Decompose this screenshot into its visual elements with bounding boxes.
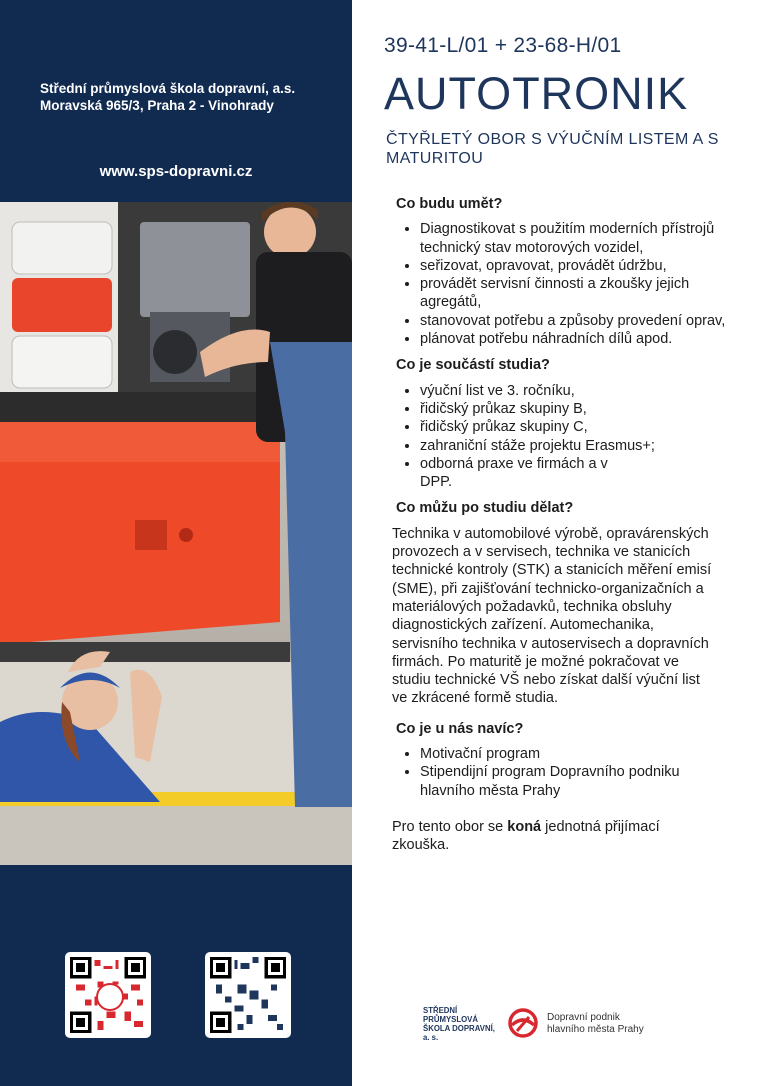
list-item: • plánovat potřebu náhradních dílů apod. xyxy=(420,330,744,348)
school-address: Moravská 965/3, Praha 2 - Vinohrady xyxy=(40,98,274,113)
extras-list xyxy=(392,745,744,800)
school-name: Střední průmyslová škola dopravní, a.s. xyxy=(40,81,296,96)
list-item: • Motivační program xyxy=(420,745,744,763)
workshop-photo xyxy=(0,202,352,865)
dpp-logo-text: Dopravní podnik hlavního města Prahy xyxy=(547,1012,644,1035)
list-item: • Stipendijní program Dopravního podniku hlavního města Prahy xyxy=(420,763,744,800)
list-item: • provádět servisní činnosti a zkoušky jejich agregátů, xyxy=(420,275,744,312)
list-item: • zahraniční stáže projektu Erasmus+; xyxy=(420,437,744,455)
section-heading: Co je součástí studia? xyxy=(396,357,550,374)
program-content xyxy=(392,195,744,855)
section-extras xyxy=(392,720,744,800)
list-item: • řidičský průkaz skupiny B, xyxy=(420,400,744,418)
program-subtitle: ČTYŘLETÝ OBOR S VÝUČNÍM LISTEM A S MATURITOU xyxy=(386,131,719,167)
program-code: 39-41-L/01 + 23-68-H/01 xyxy=(384,34,622,57)
school-logo: STŘEDNÍ PRŮMYSLOVÁ ŠKOLA DOPRAVNÍ, a. s. xyxy=(423,1006,495,1042)
list-item: • Diagnostikovat s použitím moderních přístrojů technický stav motorových vozidel, xyxy=(420,220,744,257)
section-study xyxy=(392,356,744,491)
section-skills xyxy=(392,195,744,348)
school-info xyxy=(40,80,340,114)
skills-list xyxy=(392,220,744,348)
section-heading: Co můžu po studiu dělat? xyxy=(396,500,574,517)
program-title: AUTOTRONIK xyxy=(384,68,689,119)
qr-code-dpp[interactable] xyxy=(205,952,291,1038)
list-item: • odborná praxe ve firmách a v DPP. xyxy=(420,455,744,492)
study-list xyxy=(392,382,744,492)
school-website[interactable]: www.sps-dopravni.cz xyxy=(99,163,253,180)
dpp-qr-logo-icon xyxy=(96,983,124,1011)
section-career xyxy=(392,499,744,707)
section-heading: Co budu umět? xyxy=(396,196,503,212)
closing-note: Pro tento obor se koná jednotná přijímací zkouška. xyxy=(392,818,660,854)
list-item: • řidičský průkaz skupiny C, xyxy=(420,418,744,436)
list-item: • výuční list ve 3. ročníku, xyxy=(420,382,744,400)
qr-code-school[interactable] xyxy=(65,952,151,1038)
section-heading: Co je u nás navíc? xyxy=(396,720,524,737)
career-text: Technika v automobilové výrobě, opravárenských provozech a v servisech, technika ve stanicích technické kontroly (STK) a stanicích měření emisí (SME), při zajišťování technicko-organizačních a materiálových požadavků, technika obsluhy diagnostických zařízení. Automechanika, servisního technika v autoservisech a dopravních firmách. Po maturitě je možné pokračovat ve studiu technické VŠ nebo získat další výuční list ve zkrácené formě studia. xyxy=(392,525,712,707)
list-item: • seřizovat, opravovat, provádět údržbu, xyxy=(420,257,744,275)
list-item: • stanovovat potřebu a způsoby provedení oprav, xyxy=(420,312,744,330)
dpp-logo-icon xyxy=(508,1008,538,1038)
